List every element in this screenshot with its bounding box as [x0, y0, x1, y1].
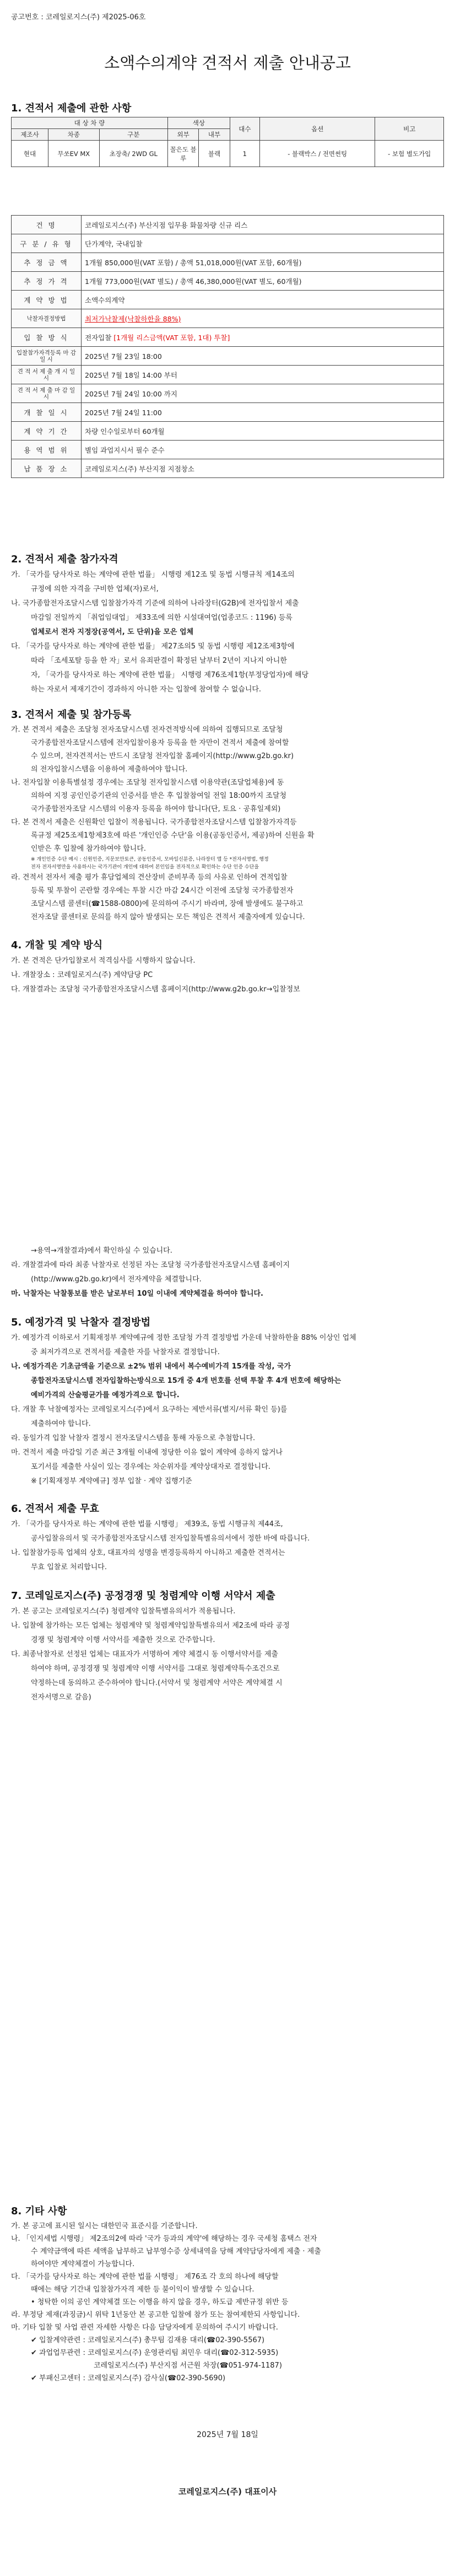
section-2-heading: 2. 견적서 제출 참가자격	[11, 554, 118, 565]
text-line: 경쟁 및 청렴계약 이행 서약서를 제출한 것으로 간주합니다.	[31, 1636, 215, 1644]
text-line: ✔ 입찰계약관련 : 코레일로지스(주) 총무팀 김재용 대리(☎02-390-5567)	[31, 2336, 265, 2344]
text-line: 수 있으며, 전자견적서는 반드시 조달청 전자입찰 홈페이지(http://www.g2b.go.kr)	[31, 752, 294, 760]
text-line: 자, 「국가를 당사자로 하는 계약에 관한 법률」 시행령 제76조제1항(부정당업자)에 해당	[31, 671, 309, 679]
text-line: 의하여 지정 공인인증기관의 인증서를 받은 후 입찰참여일 전일 18:00까지 조달청	[31, 792, 286, 800]
row-value: 코레일로지스(주) 부산지점 지점창소	[82, 459, 444, 478]
text-line: 조달시스템 콜센터(☎1588-0800)에 문의하여 주시기 바라며, 장애 발생에도 불구하고	[31, 900, 304, 908]
text-line: 공사입찰유의서 및 국가종합전자조달시스템 전자입찰특별유의서에서 정한 바에 따릅니다.	[31, 1534, 310, 1543]
section-5-body	[11, 1331, 444, 1489]
row-label: 계 약 기 간	[12, 422, 82, 441]
section-2-body	[11, 568, 444, 697]
row-value: 코레일로지스(주) 부산지점 입무용 화물차량 신규 리스	[82, 216, 444, 234]
qty-header: 대수	[230, 117, 259, 141]
text-line: ✔ 부패신고센터 : 코레일로지스(주) 감사실(☎02-390-5690)	[31, 2374, 226, 2382]
text-line: 전자서명으로 갈음)	[31, 1693, 91, 1702]
text-line: 예비가격의 산술평균가를 예정가격으로 합니다.	[31, 1391, 180, 1399]
row-value: 1개월 850,000원(VAT 포함) / 총액 51,018,000원(VAT 포함, 60개월)	[82, 253, 444, 272]
row-label: 납 품 장 소	[12, 459, 82, 478]
row-label: 구 분 / 유 형	[12, 234, 82, 253]
text-line: 라. 부정당 제재(과징금)시 위탁 1년동안 본 공고한 입찰에 참가 또는 참여제한되 사항입니다.	[11, 2311, 300, 2319]
ext-header: 외부	[167, 129, 198, 141]
text-line: 국가종합전자조달 시스템의 이용자 등록을 하여야 합니다(단, 토요 · 공휴일제외)	[31, 805, 281, 813]
section-7-heading: 7. 코레일로지스(주) 공정경쟁 및 청렴계약 이행 서약서 제출	[11, 1590, 275, 1602]
text-line: 가. 「국가를 당사자로 하는 계약에 관한 법률」 시행령 제12조 및 동법 시행규칙 제14조의	[11, 571, 295, 579]
model-cell: 무쏘EV MX	[48, 141, 100, 167]
text-line: 록규정 제25조제1항제3호에 따른 '개인인증 수단'을 이용(공동인증서, 제공)하여 신원을 확	[31, 831, 315, 840]
text-line: 따라 「조세포탈 등을 한 자」로서 유죄판결이 확정된 날부터 2년이 지나지 아니한	[31, 657, 287, 665]
section-4-body-cont	[11, 1244, 444, 1301]
text-line: 나. 「인지세법 시행령」 제2조의2에 따라 '국가 등과의 계약'에 해당하는 경우 국세청 홈택스 전자	[11, 2235, 317, 2243]
maker-cell: 현대	[12, 141, 48, 167]
text-line: 제출하여야 합니다.	[31, 1420, 91, 1428]
text-line: 무효 입찰로 처리합니다.	[31, 1563, 107, 1571]
section-3-body	[11, 723, 444, 924]
row-label: 계 약 방 법	[12, 291, 82, 309]
row-label: 견 적 서 제 출 마 감 일 시	[12, 384, 82, 403]
row-value: 소액수의계약	[82, 291, 444, 309]
row-label: 입찰참가자격등록 마 감 일 시	[12, 347, 82, 366]
row-value: 단가계약, 국내입찰	[82, 234, 444, 253]
ext-color-cell: 꼴은도 블루	[167, 141, 198, 167]
text-line: 다. 개찰 후 낙찰예정자는 코레일로지스(주)에서 요구하는 제반서류(별지/서류 확인 등)를	[11, 1405, 288, 1414]
text-line: 의 전자입찰시스템을 이용하여 제출하여야 합니다.	[31, 765, 188, 774]
row-label: 추 정 가 격	[12, 272, 82, 291]
text-line: 라. 개찰결과에 따라 최종 낙찰자로 선정된 자는 조달청 국가종합전자조달시스템 홈페이지	[11, 1261, 290, 1269]
text-line: 마감일 전일까지 「취업임대업」 제33조에 의한 시설대여업(업종코드 : 1196) 등록	[31, 614, 292, 622]
text-line: 인받은 후 입찰에 참가하여야 합니다.	[31, 845, 147, 853]
options-cell: - 블랙박스 / 전면썬팅	[259, 141, 375, 167]
text-line: (http://www.g2b.go.kr)에서 전자계약을 체결합니다.	[31, 1275, 202, 1284]
section-8-heading: 8. 기타 사항	[11, 2205, 67, 2217]
text-line: 나. 입찰에 참가하는 모든 업체는 청렴계약 및 청렴계약입찰특별유의서 제2조에 따라 공정	[11, 1622, 290, 1630]
row-value: 2025년 7월 24일 10:00 까지	[82, 384, 444, 403]
row-label: 입 찰 방 식	[12, 328, 82, 347]
bid-method: 전자입찰	[85, 333, 114, 342]
grade-header: 구분	[99, 129, 167, 141]
text-line: 다. 최종낙찰자로 선정된 업체는 대표자가 서명하여 계약 체결시 동 이행서약서를 제출	[11, 1650, 278, 1659]
page-title: 소액수의계약 견적서 제출 안내공고	[104, 53, 351, 72]
issuer: 코레일로지스(주) 대표이사	[178, 2487, 277, 2497]
vehicle-table	[11, 117, 444, 167]
section-7-body	[11, 1604, 444, 1705]
color-header: 색상	[167, 117, 230, 129]
text-line: ※ 개인인증 수단 예시 : 신원인증, 지문보안토큰, 공동인증서, 모바일신분증, 나라장터 앱 등 *전자서명법, 행정	[31, 857, 269, 862]
section-4-heading: 4. 개찰 및 계약 방식	[11, 940, 103, 951]
text-line: 업체로서 전자 지정장(공역서, 도 단위)을 모은 업체	[31, 628, 194, 636]
text-line: 때에는 해당 기간내 입찰참가자격 제한 등 불이익이 발생할 수 있습니다.	[31, 2285, 254, 2294]
text-line: 나. 전자입찰 이용특별설정 경우에는 조달청 전자입찰시스템 이용약관(조달업체용)에 동	[11, 779, 284, 787]
text-line: 전자 전자서명만을 사용하시는 국가기관이 개인에 대하여 본인임을 전자적으로 확인하는 수단 인증 수단을	[31, 865, 259, 870]
text-line: 다. 「국가를 당사자로 하는 계약에 관한 법률 시행령」 제76조 각 호의 하나에 해당할	[11, 2273, 279, 2281]
text-line: 규정에 의한 자격을 구비한 업체(자)로서,	[31, 585, 159, 593]
text-line: 국가종합전자조달시스템에 전자입찰이용자 등록을 한 자만이 견적서 제출에 참여할	[31, 739, 289, 747]
text-line: 가. 예정가격 이하로서 기획재정부 계약예규에 정한 조달청 가격 결정방법 가운데 낙찰하한율 88% 이상인 업체	[11, 1334, 356, 1342]
text-line: 등록 및 투찰이 곤란할 경우에는 투찰 시간 마감 24시간 이전에 조달청 국가종합전자	[31, 887, 294, 895]
model-header: 차종	[48, 129, 100, 141]
text-line: ※ [기획재정부 계약예규] 정부 입찰 · 계약 집행기준	[31, 1477, 192, 1485]
section-1-heading: 1. 견적서 제출에 관한 사항	[11, 103, 132, 114]
text-line: 마. 견적서 제출 마감일 기준 최근 3개월 이내에 정당한 이유 없이 계약에 응하지 않거나	[11, 1448, 283, 1457]
section-5-heading: 5. 예정가격 및 낙찰자 결정방법	[11, 1317, 151, 1328]
text-line: 가. 본 견적서 제출은 조달청 전자조달시스템 전자견적방식에 의하여 집행되므로 조달청	[11, 726, 283, 734]
row-value: 2025년 7월 23일 18:00	[82, 347, 444, 366]
row-value: 2025년 7월 18일 14:00 부터	[82, 366, 444, 384]
row-label: 추 정 금 액	[12, 253, 82, 272]
text-line: 하는 자로서 제재기간이 경과하지 아니한 자는 입찰에 참여할 수 없습니다.	[31, 685, 262, 694]
row-value: 1개월 773,000원(VAT 별도) / 총액 46,380,000원(VAT 별도, 60개월)	[82, 272, 444, 291]
text-line: 라. 견적서 전자서 제출 평가 휴담업체의 견산장비 준비부족 등의 사유로 인하여 견적입찰	[11, 873, 288, 882]
int-color-cell: 블랙	[199, 141, 230, 167]
row-label: 용 역 범 위	[12, 441, 82, 459]
text-line: 가. 본 공고에 표시된 일시는 대한민국 표준시를 기준합니다.	[11, 2222, 198, 2230]
maker-header: 제조사	[12, 129, 48, 141]
row-value: 최저가낙찰제(낙찰하한율 88%)	[82, 309, 444, 328]
text-line: 마. 기타 입찰 및 사업 관련 자세한 사항은 다음 담당자에게 문의하여 주시기 바랍니다.	[11, 2323, 278, 2332]
text-line: 가. 본 공고는 코레일로지스(주) 청렴계약 입찰특별유의서가 적용됩니다.	[11, 1607, 236, 1616]
text-line: 중 최저가격으로 견적서를 제출한 자를 낙찰자로 결정합니다.	[31, 1348, 220, 1356]
options-header: 옵션	[259, 117, 375, 141]
row-label: 건 명	[12, 216, 82, 234]
section-6-body	[11, 1517, 444, 1575]
bid-method-note: [1개월 리스금액(VAT 포함, 1대) 투찰]	[113, 333, 230, 342]
text-line: 종합전자조달시스템 전자입찰하는방식으로 15개 중 4개 번호를 선택 투찰 후 4개 번호에 해당하는	[31, 1377, 342, 1385]
row-label: 개 찰 일 시	[12, 403, 82, 422]
text-line: 나. 국가종합전자조달시스템 입찰참가자격 기준에 의하여 나라장터(G2B)에 전자입찰서 제출	[11, 599, 299, 608]
grade-cell: 초장축/ 2WD GL	[99, 141, 167, 167]
section-6-heading: 6. 견적서 제출 무효	[11, 1503, 99, 1515]
text-line: 나. 예정가격은 기초금액을 기준으로 ±2% 범위 내에서 복수예비가격 15개를 작성, 국가	[11, 1362, 291, 1371]
row-value	[82, 328, 444, 347]
text-line: 포기서를 제출한 사실이 있는 경우에는 차순위자를 계약상대자로 결정합니다.	[31, 1463, 270, 1471]
bid-info-table	[11, 215, 444, 478]
section-3-heading: 3. 견적서 제출 및 참가등록	[11, 709, 132, 721]
text-line: 전자조달 콜센터로 문의를 하지 않아 발생되는 모든 책임은 견적서 제출자에게 있습니다.	[31, 913, 305, 921]
qty-cell: 1	[230, 141, 259, 167]
row-value: 별임 과업지시서 필수 준수	[82, 441, 444, 459]
notice-date: 2025년 7월 18일	[197, 2430, 258, 2439]
text-line: 다. 개찰결과는 조달청 국가종합전자조달시스템 홈페이지(http://www.g2b.go.kr→입찰정보	[11, 985, 300, 994]
row-label: 견 적 서 제 출 개 시 일 시	[12, 366, 82, 384]
text-line: 다. 본 견적서 제출은 신원확인 입찰이 적용됩니다. 국가종합전자조달시스템 입찰참가자격등	[11, 818, 297, 827]
text-line: 하여야 하며, 공정경쟁 및 청렴계약 이행 서약서를 그대로 청렴계약특수조건으로	[31, 1665, 280, 1673]
text-line: 코레일로지스(주) 부산지점 서근원 차장(☎051-974-1187)	[94, 2362, 282, 2370]
text-line: 가. 본 견적은 단가입찰로서 적격심사를 시행하지 않습니다.	[11, 957, 196, 965]
target-header: 대 상 차 량	[12, 117, 168, 129]
row-label: 낙찰자결정방법	[12, 309, 82, 328]
text-line: 나. 입찰참가등록 업체의 상호, 대표자의 성명을 변경등록하지 아니하고 제출한 견적서는	[11, 1549, 285, 1557]
section-8-body	[11, 2220, 444, 2385]
row-value: 차량 인수일로부터 60개월	[82, 422, 444, 441]
int-header: 내부	[199, 129, 230, 141]
text-line: 약정하는데 동의하고 준수하여야 합니다.(서약서 및 청렴계약 서약은 계약체결 시	[31, 1679, 283, 1687]
text-line: 나. 개찰장소 : 코레일로지스(주) 계약담당 PC	[11, 971, 153, 979]
note-cell: - 보험 별도가입	[375, 141, 444, 167]
text-line: ✔ 과업업무관련 : 코레일로지스(주) 운영관리팀 최민우 대리(☎02-312-5935)	[31, 2349, 279, 2357]
text-line: 다. 「국가를 당사자로 하는 계약에 관한 법률」 제27조의5 및 동법 시행령 제12조제3항에	[11, 642, 295, 651]
text-line: 가. 「국가를 당사자로 하는 계약에 관한 법률 시행령」 제39조, 동법 시행규칙 제44조,	[11, 1520, 283, 1528]
note-header: 비고	[375, 117, 444, 141]
text-line: 수 계약금액에 따른 세액을 납부하고 납부영수증 상세내역을 당해 계약담당자에게 제출 · 제출	[31, 2247, 321, 2256]
text-line: 마. 낙찰자는 낙찰통보를 받은 날로부터 10일 이내에 계약체결을 하여야 합니다.	[11, 1290, 263, 1298]
section-4-body	[11, 954, 444, 997]
text-line: 라. 동일가격 입찰 낙찰자 결정시 전자조달시스템을 통해 자동으로 추첨합니다.	[11, 1434, 256, 1442]
notice-number: 공고번호 : 코레일로지스(주) 제2025-06호	[11, 13, 146, 22]
text-line: 하여야만 계약체결이 가능합니다.	[31, 2260, 135, 2268]
text-line: • 청탁한 이의 공인 계약체결 또는 이행을 하지 않을 경우, 하도급 제반규정 위반 등	[31, 2298, 289, 2306]
text-line: →용역→개찰결과)에서 확인하실 수 있습니다.	[31, 1247, 172, 1255]
row-value: 2025년 7월 24일 11:00	[82, 403, 444, 422]
